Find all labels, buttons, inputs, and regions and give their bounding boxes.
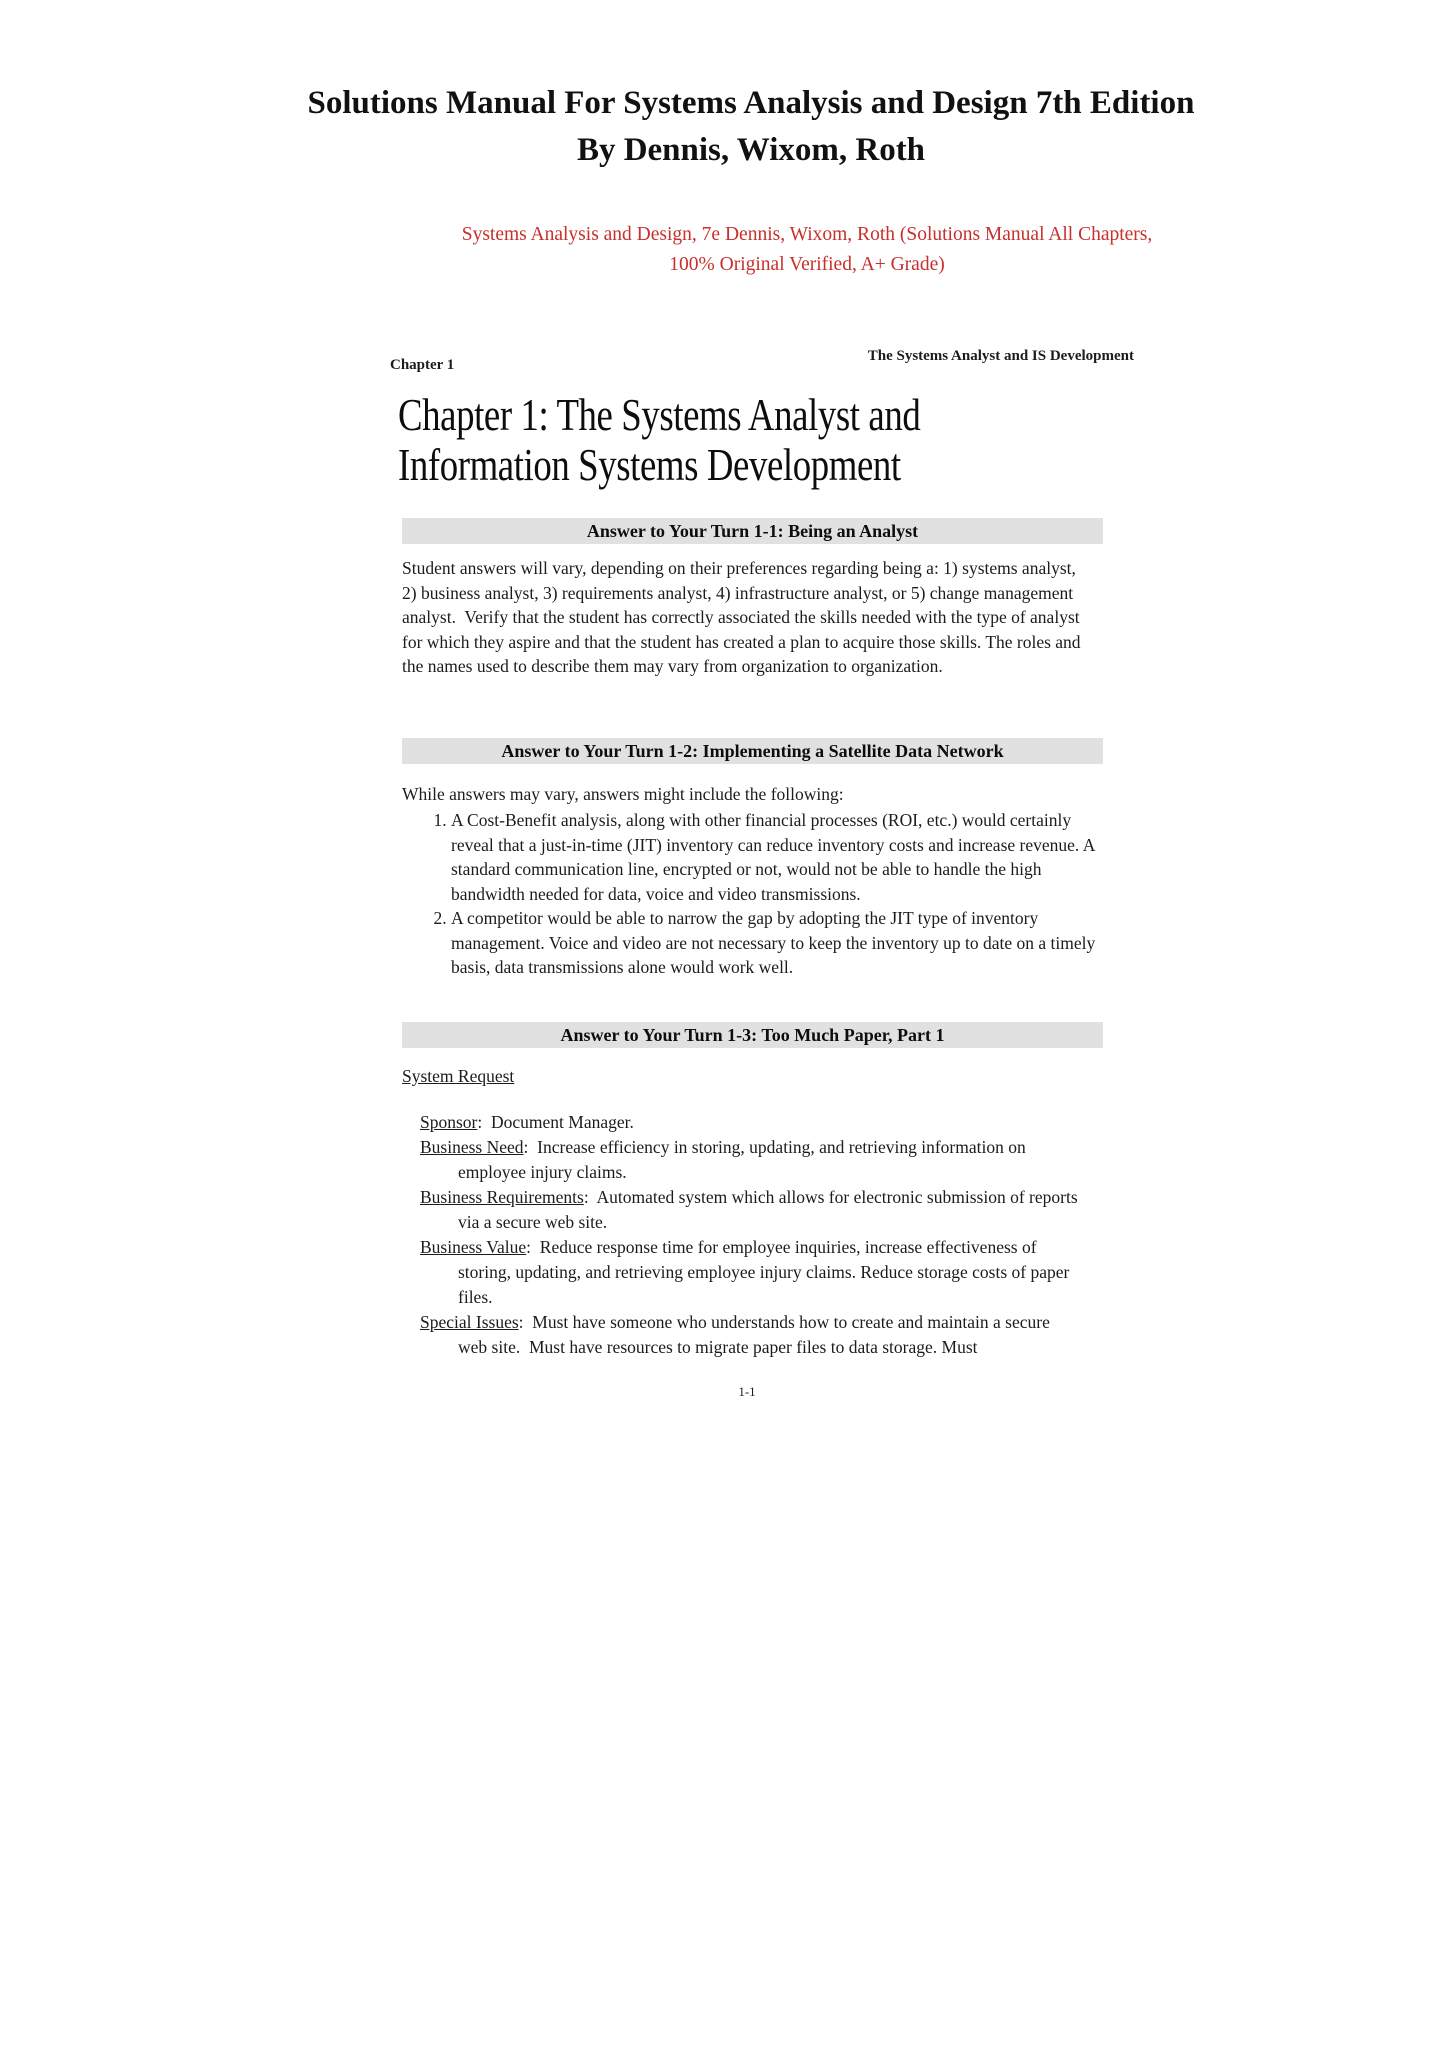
- field-separator: :: [583, 1187, 597, 1207]
- list-item: 1. A Cost-Benefit analysis, along with other financial processes (ROI, etc.) would certainly reveal that a just-in-time (JIT) inventory can reduce inventory costs and increase revenue. A standard communication line, encrypted or not, would not be able to handle the high bandwidth needed for data, voice and video transmissions.: [451, 808, 1102, 906]
- section-heading-bar: Answer to Your Turn 1-1: Being an Analyst: [402, 518, 1103, 544]
- field-text: Increase efficiency in storing, updating, and retrieving information on employee injury claims.: [458, 1137, 1031, 1182]
- red-subtitle-line2: 100% Original Verified, A+ Grade): [669, 254, 945, 275]
- system-request-fields: [420, 1110, 1080, 1360]
- field-text: Automated system which allows for electronic submission of reports via a secure web site.: [458, 1187, 1082, 1232]
- field-label: Sponsor: [420, 1112, 478, 1132]
- section-heading-bar: Answer to Your Turn 1-2: Implementing a Satellite Data Network: [402, 738, 1103, 764]
- red-subtitle-line1: Systems Analysis and Design, 7e Dennis, Wixom, Roth (Solutions Manual All Chapters,: [461, 224, 1153, 245]
- field-text: Reduce response time for employee inquiries, increase effectiveness of storing, updating, and retrieving employee injury claims. Reduce storage costs of paper files.: [458, 1237, 1074, 1307]
- chapter-title: [398, 390, 1298, 490]
- answer-numbered-list: [402, 808, 1102, 980]
- field-row: [420, 1185, 1080, 1235]
- field-label: Business Value: [420, 1237, 527, 1257]
- field-text: Must have someone who understands how to create and maintain a secure web site. Must have resources to migrate paper files to data storage. Must: [458, 1312, 1055, 1357]
- field-label: Business Need: [420, 1137, 524, 1157]
- field-label: Business Requirements: [420, 1187, 584, 1207]
- main-title-line2: By Dennis, Wixom, Roth: [576, 132, 926, 168]
- field-row: [420, 1235, 1080, 1310]
- running-header-right: The Systems Analyst and IS Development: [867, 348, 1134, 364]
- main-title: [130, 80, 1372, 174]
- section-heading-bar: Answer to Your Turn 1-3: Too Much Paper, Part 1: [402, 1022, 1103, 1048]
- chapter-title-line2: Information Systems Development: [398, 439, 901, 490]
- field-row: [420, 1110, 1080, 1135]
- system-request-subheading: System Request: [402, 1066, 515, 1086]
- field-separator: :: [523, 1137, 538, 1157]
- field-separator: :: [477, 1112, 491, 1132]
- field-label: Special Issues: [420, 1312, 519, 1332]
- answer-intro: While answers may vary, answers might include the following:: [402, 784, 844, 804]
- chapter-title-line1: Chapter 1: The Systems Analyst and: [398, 389, 921, 440]
- field-row: [420, 1135, 1080, 1185]
- page-number: 1-1: [738, 1384, 756, 1399]
- main-title-line1: Solutions Manual For Systems Analysis and Design 7th Edition: [307, 85, 1195, 121]
- field-text: Document Manager.: [491, 1112, 634, 1132]
- field-separator: :: [518, 1312, 533, 1332]
- answer-paragraph: Student answers will vary, depending on their preferences regarding being a: 1) systems analyst, 2) business analyst, 3) requirements analyst, 4) infrastructure analyst, or 5) change management analyst. Verify that the student has correctly associated the skills needed with the type of analyst for which they aspire and that the student has created a plan to acquire those skills. The roles and the names used to describe them may vary from organization to organization.: [402, 558, 1085, 676]
- field-row: [420, 1310, 1080, 1360]
- field-separator: :: [526, 1237, 540, 1257]
- red-subtitle: [107, 220, 1449, 280]
- running-header-left: Chapter 1: [390, 357, 455, 373]
- list-item: 2. A competitor would be able to narrow the gap by adopting the JIT type of inventory management. Voice and video are not necessary to keep the inventory up to date on a timely basis, data transmissions alone would work well.: [451, 906, 1102, 980]
